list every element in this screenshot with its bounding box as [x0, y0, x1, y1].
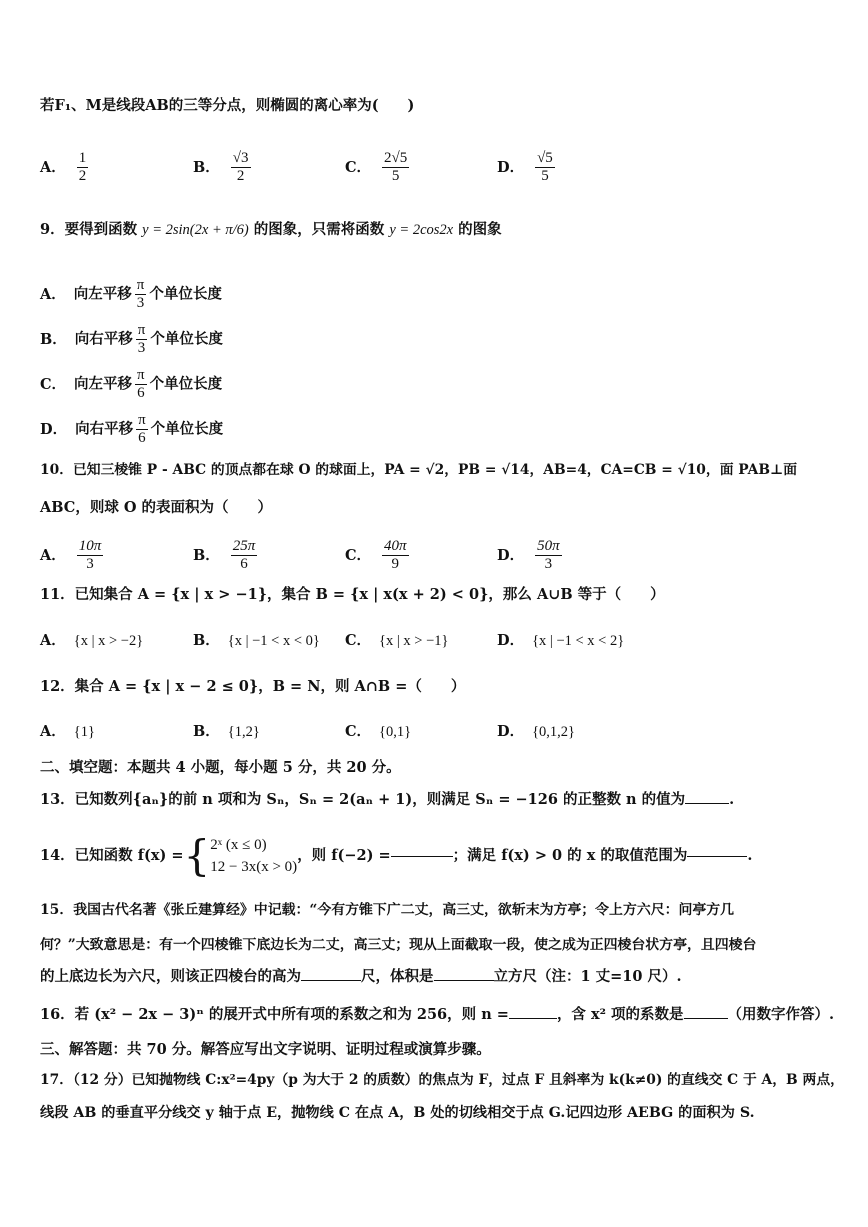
fraction: $\frac{1}{2}$	[78, 150, 87, 184]
section-3-heading: 三、解答题：共 70 分。解答应写出文字说明、证明过程或演算步骤。	[40, 1041, 491, 1058]
option-label: B．	[193, 158, 220, 176]
q8-option-c[interactable]	[345, 150, 412, 185]
q10-option-d[interactable]: D． $\frac{50\pi}{3}$	[497, 538, 560, 572]
answer-blank[interactable]	[391, 856, 453, 857]
question-13: 13．已知数列{aₙ}的前 n 项和为 Sₙ，Sₙ = 2(aₙ + 1)，则满足 Sₙ = −126 的正整数 n 的值为 .	[40, 791, 735, 808]
fraction: $\frac{√5}{5}$	[537, 150, 553, 184]
q11-option-c[interactable]: C． {x | x > −1}	[345, 632, 449, 649]
answer-blank[interactable]	[301, 980, 361, 981]
q12-option-c[interactable]: C． {0,1}	[345, 723, 412, 740]
answer-blank[interactable]	[685, 803, 729, 804]
q10-option-c[interactable]: C． $\frac{40\pi}{9}$	[345, 538, 407, 572]
answer-blank[interactable]	[434, 980, 494, 981]
q8-option-d[interactable]	[497, 150, 558, 185]
q11-option-b[interactable]: B． {x | −1 < x < 0}	[193, 632, 320, 649]
q11-option-d[interactable]: D． {x | −1 < x < 2}	[497, 632, 625, 649]
q9-option-d[interactable]: D． 向右平移 $\frac{\pi}{6}$ 个单位长度	[40, 412, 224, 446]
question-17-line-2: 线段 AB 的垂直平分线交 y 轴于点 E，抛物线 C 在点 A，B 处的切线相交于点 G.记四边形 AEBG 的面积为 S.	[40, 1105, 755, 1121]
q10-option-a[interactable]: A． $\frac{10\pi}{3}$	[40, 538, 102, 572]
q9-option-a[interactable]: A． 向左平移 $\frac{\pi}{3}$ 个单位长度	[40, 277, 222, 311]
fraction: $\frac{2√5}{5}$	[384, 150, 408, 184]
question-11-stem: 11．已知集合 A = {x | x > −1}，集合 B = {x | x(x + 2) < 0}，那么 A∪B 等于（ ）	[40, 586, 665, 603]
q12-option-d[interactable]: D． {0,1,2}	[497, 723, 575, 740]
piecewise-function: { 2ˣ (x ≤ 0) 12 − 3x(x > 0)	[183, 831, 298, 880]
function-expression: y = 2cos2x	[389, 222, 454, 238]
question-14: 14．已知函数 f(x) = { 2ˣ (x ≤ 0) 12 − 3x(x > 0) ，则 f(−2) = ；满足 f(x) > 0 的 x 的取值范围为 .	[40, 831, 753, 880]
question-17-line-1: 17．（12 分）已知抛物线 C:x²=4py（p 为大于 2 的质数）的焦点为 F，过点 F 且斜率为 k(k≠0) 的直线交 C 于 A，B 两点，	[40, 1072, 844, 1088]
question-10-line-1: 10．已知三棱锥 P - ABC 的顶点都在球 O 的球面上，PA = √2，PB = √14，AB=4，CA=CB = √10，面 PAB⊥面	[40, 462, 798, 478]
q12-option-a[interactable]: A． {1}	[40, 723, 95, 740]
q8-option-a[interactable]	[40, 150, 91, 185]
question-10-line-2: ABC，则球 O 的表面积为（ ）	[40, 499, 273, 516]
answer-blank[interactable]	[509, 1018, 557, 1019]
question-15-line-2: 何？”大致意思是：有一个四棱锥下底边长为二丈，高三丈；现从上面截取一段，使之成为正四棱台状方亭，且四棱台	[40, 937, 757, 953]
question-16: 16．若 (x² − 2x − 3)ⁿ 的展开式中所有项的系数之和为 256，则 n = ，含 x² 项的系数是 （用数字作答）.	[40, 1006, 835, 1023]
option-label: D．	[497, 158, 525, 176]
question-8-stem: 若F₁、M是线段AB的三等分点，则椭圆的离心率为( )	[40, 97, 415, 114]
question-15-line-1: 15．我国古代名著《张丘建算经》中记载：“今有方锥下广二丈，高三丈，欲斩末为方亭；令上方六尺：问亭方几	[40, 902, 735, 918]
q9-option-c[interactable]: C． 向左平移 $\frac{\pi}{6}$ 个单位长度	[40, 367, 223, 401]
q8-option-b[interactable]	[193, 150, 254, 185]
fraction: $\frac{√3}{2}$	[232, 150, 249, 184]
question-9-stem: 9．要得到函数 y = 2sin(2x + π/6) 的图象，只需将函数 y = 2cos2x 的图象	[40, 221, 502, 238]
section-2-heading: 二、填空题：本题共 4 小题，每小题 5 分，共 20 分。	[40, 759, 401, 776]
q10-option-b[interactable]: B． $\frac{25\pi}{6}$	[193, 538, 256, 572]
answer-blank[interactable]	[684, 1018, 728, 1019]
q11-option-a[interactable]: A． {x | x > −2}	[40, 632, 144, 649]
q9-option-b[interactable]: B． 向右平移 $\frac{\pi}{3}$ 个单位长度	[40, 322, 223, 356]
q12-option-b[interactable]: B． {1,2}	[193, 723, 260, 740]
question-12-stem: 12．集合 A = {x | x − 2 ≤ 0}，B = N，则 A∩B =（ ）	[40, 678, 466, 695]
option-label: C．	[345, 158, 372, 176]
question-15-line-3: 的上底边长为六尺，则该正四棱台的高为 尺，体积是 立方尺（注：1 丈=10 尺）.	[40, 968, 682, 985]
option-label: A．	[40, 158, 66, 176]
answer-blank[interactable]	[687, 856, 747, 857]
function-expression: y = 2sin(2x + π/6)	[142, 222, 249, 238]
